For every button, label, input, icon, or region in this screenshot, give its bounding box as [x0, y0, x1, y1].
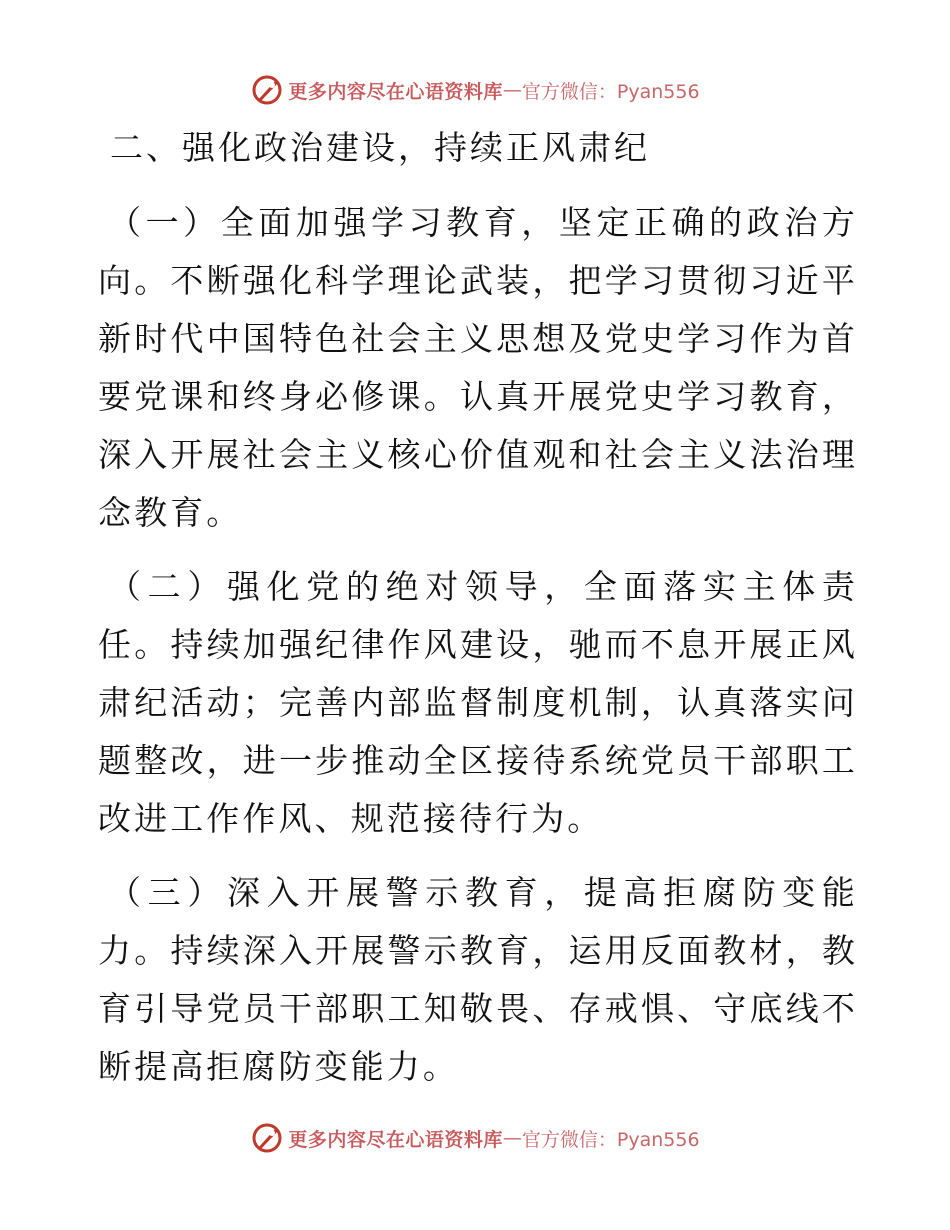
watermark-separator: —	[502, 79, 522, 101]
watermark-brand: 更多内容尽在心语资料库	[288, 1128, 503, 1151]
document-body	[98, 124, 858, 1112]
footer-watermark	[0, 1118, 950, 1158]
quill-logo-icon	[250, 1121, 284, 1155]
watermark-contact: 官方微信：Pyan556	[521, 80, 700, 103]
watermark-separator: —	[502, 1127, 522, 1149]
quill-logo-icon	[250, 73, 284, 107]
paragraph-2: （二）强化党的绝对领导，全面落实主体责任。持续加强纪律作风建设，驰而不息开展正风肃纪活动；完善内部监督制度机制，认真落实问题整改，进一步推动全区接待系统党员干部职工改进工作作风、规范接待行为。	[98, 567, 858, 838]
section-heading: 二、强化政治建设，持续正风肃纪	[110, 128, 650, 167]
paragraph-1: （一）全面加强学习教育，坚定正确的政治方向。不断强化科学理论武装，把学习贯彻习近平新时代中国特色社会主义思想及党史学习作为首要党课和终身必修课。认真开展党史学习教育，深入开展社会主义核心价值观和社会主义法治理念教育。	[98, 203, 858, 532]
watermark-contact: 官方微信：Pyan556	[521, 1128, 700, 1151]
watermark-brand: 更多内容尽在心语资料库	[288, 80, 503, 103]
header-watermark	[0, 70, 950, 110]
paragraph-3: （三）深入开展警示教育，提高拒腐防变能力。持续深入开展警示教育，运用反面教材，教育引导党员干部职工知敬畏、存戒惧、守底线不断提高拒腐防变能力。	[98, 873, 858, 1086]
